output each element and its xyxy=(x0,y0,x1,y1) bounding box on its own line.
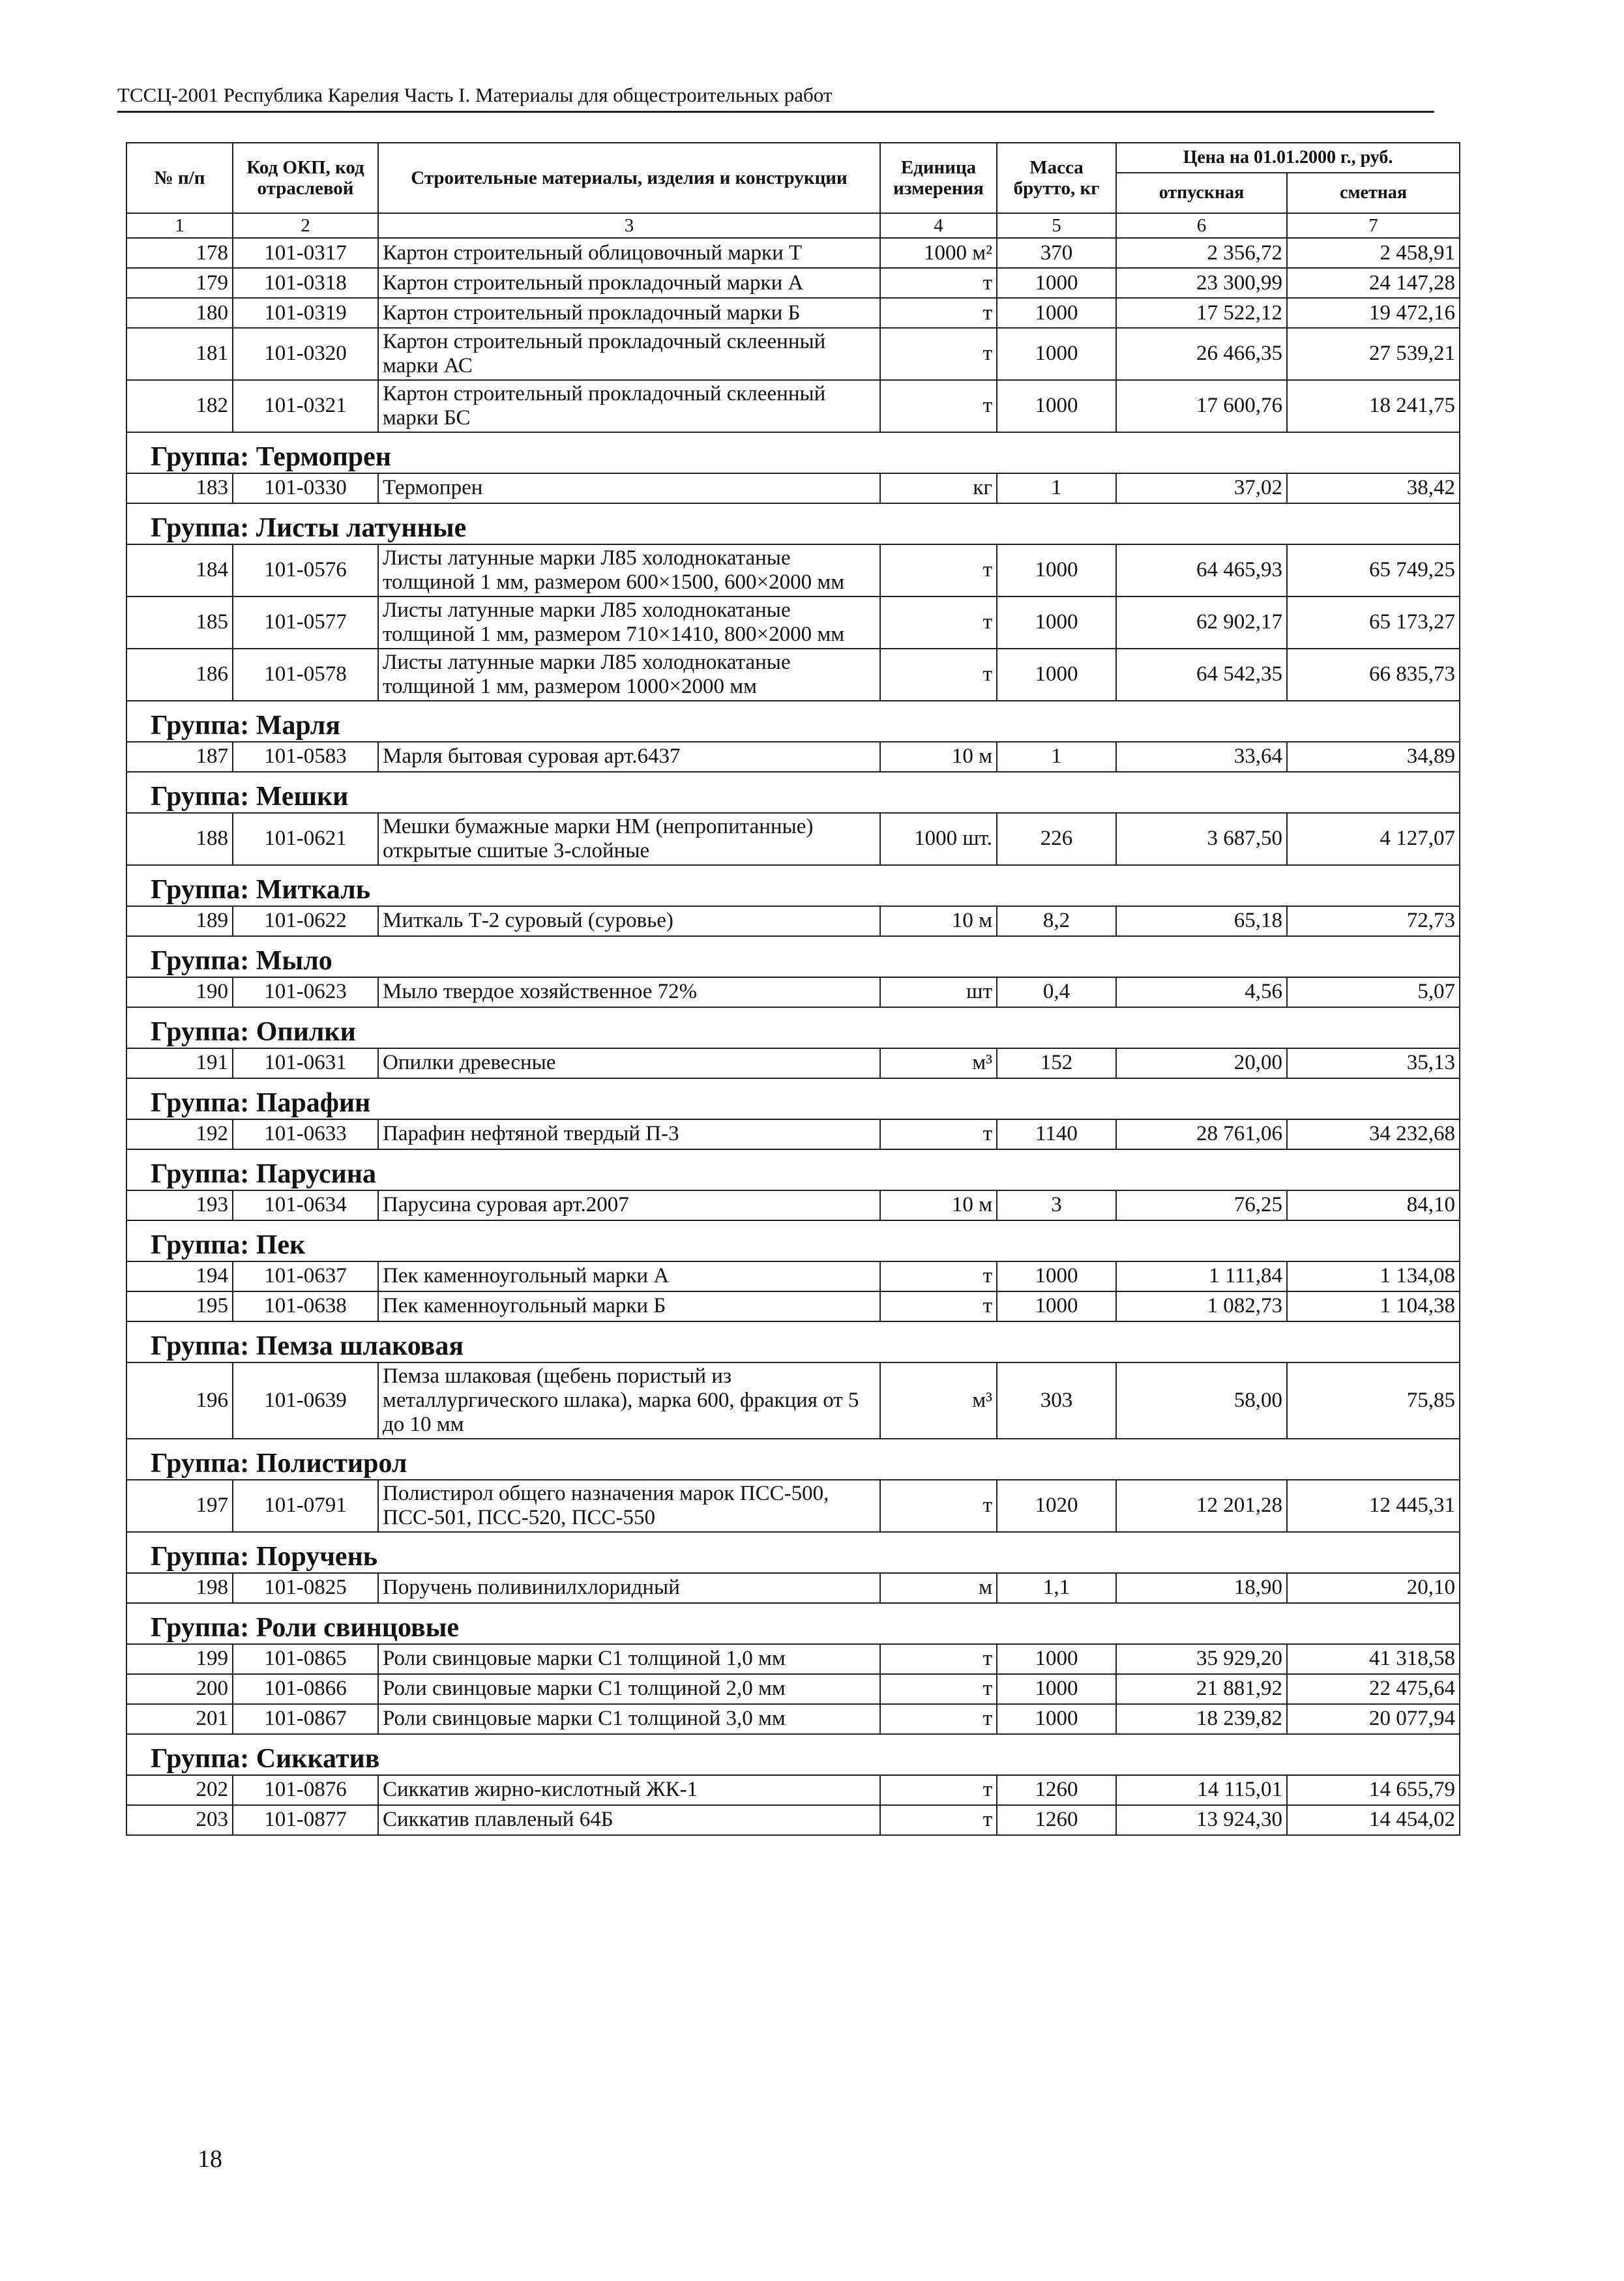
cell-name: Пек каменноугольный марки А xyxy=(378,1261,880,1291)
table-row xyxy=(126,544,1460,596)
column-number: 2 xyxy=(233,213,378,238)
table-row xyxy=(126,1048,1460,1078)
cell-mass: 1000 xyxy=(997,1261,1116,1291)
cell-unit: т xyxy=(880,649,997,701)
cell-price-release: 2 356,72 xyxy=(1116,238,1287,268)
group-row xyxy=(126,936,1460,977)
cell-price-estimate: 14 655,79 xyxy=(1287,1775,1460,1805)
table-row xyxy=(126,1362,1460,1439)
table-row xyxy=(126,813,1460,865)
group-title: Группа: Парусина xyxy=(126,1149,1460,1190)
cell-code: 101-0633 xyxy=(233,1119,378,1149)
cell-unit: 1000 шт. xyxy=(880,813,997,865)
cell-code: 101-0623 xyxy=(233,977,378,1007)
group-title: Группа: Миткаль xyxy=(126,865,1460,906)
cell-code: 101-0639 xyxy=(233,1362,378,1439)
cell-code: 101-0583 xyxy=(233,742,378,772)
table-row xyxy=(126,1644,1460,1674)
cell-price-release: 20,00 xyxy=(1116,1048,1287,1078)
cell-mass: 8,2 xyxy=(997,906,1116,936)
group-title: Группа: Сиккатив xyxy=(126,1734,1460,1775)
cell-name: Листы латунные марки Л85 холоднокатаные толщиной 1 мм, размером 600×1500, 600×2000 мм xyxy=(378,544,880,596)
group-title: Группа: Поручень xyxy=(126,1532,1460,1573)
cell-unit: шт xyxy=(880,977,997,1007)
cell-unit: м³ xyxy=(880,1048,997,1078)
group-title: Группа: Полистирол xyxy=(126,1439,1460,1480)
cell-num: 199 xyxy=(126,1644,233,1674)
cell-num: 187 xyxy=(126,742,233,772)
cell-price-release: 37,02 xyxy=(1116,473,1287,503)
table-row xyxy=(126,298,1460,328)
cell-name: Опилки древесные xyxy=(378,1048,880,1078)
cell-unit: 10 м xyxy=(880,742,997,772)
cell-price-release: 1 111,84 xyxy=(1116,1261,1287,1291)
group-row xyxy=(126,1220,1460,1261)
cell-name: Пемза шлаковая (щебень пористый из металлургического шлака), марка 600, фракция от 5 до 10 мм xyxy=(378,1362,880,1439)
cell-num: 179 xyxy=(126,268,233,298)
group-title: Группа: Пек xyxy=(126,1220,1460,1261)
cell-price-release: 58,00 xyxy=(1116,1362,1287,1439)
cell-name: Пек каменноугольный марки Б xyxy=(378,1291,880,1321)
cell-num: 193 xyxy=(126,1190,233,1220)
cell-code: 101-0319 xyxy=(233,298,378,328)
cell-code: 101-0866 xyxy=(233,1674,378,1704)
col-header-unit: Единица измерения xyxy=(880,143,997,213)
table-row xyxy=(126,328,1460,380)
cell-name: Картон строительный прокладочный марки А xyxy=(378,268,880,298)
cell-mass: 1 xyxy=(997,742,1116,772)
cell-mass: 370 xyxy=(997,238,1116,268)
group-row xyxy=(126,1321,1460,1362)
cell-num: 200 xyxy=(126,1674,233,1704)
column-number: 5 xyxy=(997,213,1116,238)
group-title: Группа: Марля xyxy=(126,701,1460,742)
cell-mass: 303 xyxy=(997,1362,1116,1439)
cell-mass: 1000 xyxy=(997,380,1116,432)
cell-price-estimate: 22 475,64 xyxy=(1287,1674,1460,1704)
cell-num: 203 xyxy=(126,1805,233,1835)
cell-code: 101-0638 xyxy=(233,1291,378,1321)
col-header-name: Строительные материалы, изделия и конструкции xyxy=(378,143,880,213)
cell-code: 101-0622 xyxy=(233,906,378,936)
page-header: ТССЦ-2001 Республика Карелия Часть I. Материалы для общестроительных работ xyxy=(117,83,1434,113)
cell-price-release: 13 924,30 xyxy=(1116,1805,1287,1835)
cell-unit: т xyxy=(880,268,997,298)
cell-num: 183 xyxy=(126,473,233,503)
cell-price-release: 64 465,93 xyxy=(1116,544,1287,596)
cell-code: 101-0330 xyxy=(233,473,378,503)
cell-price-release: 14 115,01 xyxy=(1116,1775,1287,1805)
table-row xyxy=(126,1261,1460,1291)
cell-num: 198 xyxy=(126,1573,233,1603)
cell-price-estimate: 4 127,07 xyxy=(1287,813,1460,865)
cell-num: 194 xyxy=(126,1261,233,1291)
cell-price-release: 28 761,06 xyxy=(1116,1119,1287,1149)
cell-name: Картон строительный облицовочный марки Т xyxy=(378,238,880,268)
column-number: 4 xyxy=(880,213,997,238)
cell-mass: 1260 xyxy=(997,1805,1116,1835)
cell-num: 185 xyxy=(126,596,233,649)
cell-price-estimate: 18 241,75 xyxy=(1287,380,1460,432)
cell-price-release: 26 466,35 xyxy=(1116,328,1287,380)
cell-name: Роли свинцовые марки С1 толщиной 2,0 мм xyxy=(378,1674,880,1704)
group-row xyxy=(126,865,1460,906)
cell-mass: 226 xyxy=(997,813,1116,865)
cell-num: 190 xyxy=(126,977,233,1007)
cell-name: Мыло твердое хозяйственное 72% xyxy=(378,977,880,1007)
cell-price-estimate: 34 232,68 xyxy=(1287,1119,1460,1149)
cell-price-estimate: 14 454,02 xyxy=(1287,1805,1460,1835)
cell-name: Листы латунные марки Л85 холоднокатаные толщиной 1 мм, размером 1000×2000 мм xyxy=(378,649,880,701)
cell-mass: 1020 xyxy=(997,1480,1116,1532)
cell-code: 101-0876 xyxy=(233,1775,378,1805)
group-row xyxy=(126,701,1460,742)
cell-price-release: 12 201,28 xyxy=(1116,1480,1287,1532)
table-row xyxy=(126,742,1460,772)
table-row xyxy=(126,596,1460,649)
cell-name: Термопрен xyxy=(378,473,880,503)
cell-unit: кг xyxy=(880,473,997,503)
cell-price-estimate: 24 147,28 xyxy=(1287,268,1460,298)
cell-price-estimate: 20 077,94 xyxy=(1287,1704,1460,1734)
cell-num: 182 xyxy=(126,380,233,432)
cell-mass: 3 xyxy=(997,1190,1116,1220)
cell-price-release: 76,25 xyxy=(1116,1190,1287,1220)
cell-unit: т xyxy=(880,1119,997,1149)
cell-unit: т xyxy=(880,1480,997,1532)
cell-name: Поручень поливинилхлоридный xyxy=(378,1573,880,1603)
table-row xyxy=(126,1704,1460,1734)
cell-price-estimate: 72,73 xyxy=(1287,906,1460,936)
cell-mass: 1000 xyxy=(997,649,1116,701)
group-row xyxy=(126,503,1460,544)
group-row xyxy=(126,1007,1460,1048)
cell-unit: т xyxy=(880,1674,997,1704)
cell-unit: т xyxy=(880,1291,997,1321)
group-row xyxy=(126,1603,1460,1644)
cell-num: 189 xyxy=(126,906,233,936)
cell-price-release: 17 522,12 xyxy=(1116,298,1287,328)
col-header-price-group: Цена на 01.01.2000 г., руб. xyxy=(1116,143,1460,173)
price-table-container xyxy=(126,142,1459,1836)
cell-price-release: 17 600,76 xyxy=(1116,380,1287,432)
cell-price-release: 3 687,50 xyxy=(1116,813,1287,865)
col-header-num: № п/п xyxy=(126,143,233,213)
page-number: 18 xyxy=(198,2145,222,2173)
cell-unit: т xyxy=(880,298,997,328)
cell-code: 101-0621 xyxy=(233,813,378,865)
cell-price-estimate: 20,10 xyxy=(1287,1573,1460,1603)
group-row xyxy=(126,1734,1460,1775)
cell-num: 180 xyxy=(126,298,233,328)
col-header-code: Код ОКП, код отраслевой xyxy=(233,143,378,213)
cell-price-release: 18 239,82 xyxy=(1116,1704,1287,1734)
cell-mass: 1000 xyxy=(997,596,1116,649)
cell-price-release: 33,64 xyxy=(1116,742,1287,772)
cell-unit: м xyxy=(880,1573,997,1603)
cell-mass: 1000 xyxy=(997,544,1116,596)
cell-num: 196 xyxy=(126,1362,233,1439)
group-title: Группа: Термопрен xyxy=(126,432,1460,473)
group-title: Группа: Роли свинцовые xyxy=(126,1603,1460,1644)
cell-name: Картон строительный прокладочный склеенный марки АС xyxy=(378,328,880,380)
cell-unit: т xyxy=(880,328,997,380)
cell-price-release: 23 300,99 xyxy=(1116,268,1287,298)
column-number: 1 xyxy=(126,213,233,238)
group-title: Группа: Листы латунные xyxy=(126,503,1460,544)
table-row xyxy=(126,1480,1460,1532)
cell-code: 101-0631 xyxy=(233,1048,378,1078)
column-number: 3 xyxy=(378,213,880,238)
group-row xyxy=(126,1439,1460,1480)
cell-unit: т xyxy=(880,1775,997,1805)
cell-num: 192 xyxy=(126,1119,233,1149)
cell-num: 202 xyxy=(126,1775,233,1805)
cell-mass: 1000 xyxy=(997,1291,1116,1321)
table-row xyxy=(126,380,1460,432)
cell-unit: т xyxy=(880,1644,997,1674)
group-row xyxy=(126,1149,1460,1190)
cell-code: 101-0321 xyxy=(233,380,378,432)
table-row xyxy=(126,238,1460,268)
cell-price-estimate: 1 104,38 xyxy=(1287,1291,1460,1321)
col-header-price-estimate: сметная xyxy=(1287,173,1460,213)
cell-unit: т xyxy=(880,596,997,649)
cell-name: Картон строительный прокладочный склеенный марки БС xyxy=(378,380,880,432)
table-row xyxy=(126,473,1460,503)
group-title: Группа: Парафин xyxy=(126,1078,1460,1119)
cell-unit: т xyxy=(880,380,997,432)
cell-mass: 1000 xyxy=(997,298,1116,328)
cell-mass: 1000 xyxy=(997,268,1116,298)
table-row xyxy=(126,649,1460,701)
cell-name: Мешки бумажные марки НМ (непропитанные) открытые сшитые 3-слойные xyxy=(378,813,880,865)
cell-price-release: 65,18 xyxy=(1116,906,1287,936)
cell-code: 101-0634 xyxy=(233,1190,378,1220)
cell-price-estimate: 27 539,21 xyxy=(1287,328,1460,380)
cell-code: 101-0877 xyxy=(233,1805,378,1835)
cell-code: 101-0576 xyxy=(233,544,378,596)
cell-code: 101-0317 xyxy=(233,238,378,268)
cell-code: 101-0318 xyxy=(233,268,378,298)
group-title: Группа: Мыло xyxy=(126,936,1460,977)
cell-num: 186 xyxy=(126,649,233,701)
cell-unit: т xyxy=(880,1805,997,1835)
cell-name: Полистирол общего назначения марок ПСС-500, ПСС-501, ПСС-520, ПСС-550 xyxy=(378,1480,880,1532)
cell-num: 178 xyxy=(126,238,233,268)
cell-code: 101-0865 xyxy=(233,1644,378,1674)
column-number: 7 xyxy=(1287,213,1460,238)
cell-unit: т xyxy=(880,1261,997,1291)
cell-price-estimate: 35,13 xyxy=(1287,1048,1460,1078)
cell-name: Парусина суровая арт.2007 xyxy=(378,1190,880,1220)
table-row xyxy=(126,1775,1460,1805)
table-row xyxy=(126,1805,1460,1835)
cell-code: 101-0637 xyxy=(233,1261,378,1291)
cell-price-release: 62 902,17 xyxy=(1116,596,1287,649)
group-row xyxy=(126,432,1460,473)
cell-price-estimate: 65 173,27 xyxy=(1287,596,1460,649)
cell-code: 101-0825 xyxy=(233,1573,378,1603)
column-number-row xyxy=(126,213,1460,238)
column-number: 6 xyxy=(1116,213,1287,238)
cell-code: 101-0577 xyxy=(233,596,378,649)
col-header-price-release: отпускная xyxy=(1116,173,1287,213)
cell-price-estimate: 38,42 xyxy=(1287,473,1460,503)
group-title: Группа: Мешки xyxy=(126,772,1460,813)
group-row xyxy=(126,772,1460,813)
cell-unit: м³ xyxy=(880,1362,997,1439)
table-row xyxy=(126,268,1460,298)
table-row xyxy=(126,977,1460,1007)
cell-price-estimate: 84,10 xyxy=(1287,1190,1460,1220)
table-header xyxy=(126,143,1460,238)
cell-price-release: 18,90 xyxy=(1116,1573,1287,1603)
table-row xyxy=(126,1291,1460,1321)
table-row xyxy=(126,1190,1460,1220)
group-title: Группа: Опилки xyxy=(126,1007,1460,1048)
group-title: Группа: Пемза шлаковая xyxy=(126,1321,1460,1362)
cell-mass: 1260 xyxy=(997,1775,1116,1805)
cell-mass: 1000 xyxy=(997,1644,1116,1674)
cell-price-release: 1 082,73 xyxy=(1116,1291,1287,1321)
cell-num: 188 xyxy=(126,813,233,865)
cell-unit: т xyxy=(880,1704,997,1734)
price-table xyxy=(126,142,1460,1836)
cell-price-estimate: 34,89 xyxy=(1287,742,1460,772)
cell-num: 184 xyxy=(126,544,233,596)
cell-price-estimate: 2 458,91 xyxy=(1287,238,1460,268)
cell-num: 197 xyxy=(126,1480,233,1532)
cell-unit: 10 м xyxy=(880,1190,997,1220)
cell-mass: 1000 xyxy=(997,328,1116,380)
cell-price-estimate: 66 835,73 xyxy=(1287,649,1460,701)
cell-num: 191 xyxy=(126,1048,233,1078)
cell-num: 201 xyxy=(126,1704,233,1734)
cell-price-release: 21 881,92 xyxy=(1116,1674,1287,1704)
cell-mass: 1 xyxy=(997,473,1116,503)
cell-mass: 1140 xyxy=(997,1119,1116,1149)
cell-name: Листы латунные марки Л85 холоднокатаные толщиной 1 мм, размером 710×1410, 800×2000 мм xyxy=(378,596,880,649)
cell-price-estimate: 12 445,31 xyxy=(1287,1480,1460,1532)
table-row xyxy=(126,1674,1460,1704)
cell-price-estimate: 75,85 xyxy=(1287,1362,1460,1439)
cell-code: 101-0791 xyxy=(233,1480,378,1532)
cell-code: 101-0320 xyxy=(233,328,378,380)
cell-name: Парафин нефтяной твердый П-3 xyxy=(378,1119,880,1149)
cell-price-release: 4,56 xyxy=(1116,977,1287,1007)
cell-mass: 1000 xyxy=(997,1674,1116,1704)
table-body xyxy=(126,238,1460,1835)
cell-price-estimate: 1 134,08 xyxy=(1287,1261,1460,1291)
cell-name: Сиккатив плавленый 64Б xyxy=(378,1805,880,1835)
cell-name: Миткаль Т-2 суровый (суровье) xyxy=(378,906,880,936)
cell-price-estimate: 41 318,58 xyxy=(1287,1644,1460,1674)
cell-mass: 0,4 xyxy=(997,977,1116,1007)
cell-price-release: 64 542,35 xyxy=(1116,649,1287,701)
cell-mass: 1000 xyxy=(997,1704,1116,1734)
cell-mass: 152 xyxy=(997,1048,1116,1078)
table-row xyxy=(126,1573,1460,1603)
cell-code: 101-0867 xyxy=(233,1704,378,1734)
cell-name: Марля бытовая суровая арт.6437 xyxy=(378,742,880,772)
cell-num: 195 xyxy=(126,1291,233,1321)
table-row xyxy=(126,906,1460,936)
cell-unit: т xyxy=(880,544,997,596)
cell-name: Картон строительный прокладочный марки Б xyxy=(378,298,880,328)
cell-num: 181 xyxy=(126,328,233,380)
cell-mass: 1,1 xyxy=(997,1573,1116,1603)
cell-name: Роли свинцовые марки С1 толщиной 1,0 мм xyxy=(378,1644,880,1674)
group-row xyxy=(126,1078,1460,1119)
cell-price-release: 35 929,20 xyxy=(1116,1644,1287,1674)
cell-name: Роли свинцовые марки С1 толщиной 3,0 мм xyxy=(378,1704,880,1734)
cell-price-estimate: 65 749,25 xyxy=(1287,544,1460,596)
cell-price-estimate: 5,07 xyxy=(1287,977,1460,1007)
group-row xyxy=(126,1532,1460,1573)
cell-code: 101-0578 xyxy=(233,649,378,701)
cell-name: Сиккатив жирно-кислотный ЖК-1 xyxy=(378,1775,880,1805)
cell-unit: 10 м xyxy=(880,906,997,936)
col-header-mass: Масса брутто, кг xyxy=(997,143,1116,213)
cell-unit: 1000 м² xyxy=(880,238,997,268)
table-row xyxy=(126,1119,1460,1149)
cell-price-estimate: 19 472,16 xyxy=(1287,298,1460,328)
